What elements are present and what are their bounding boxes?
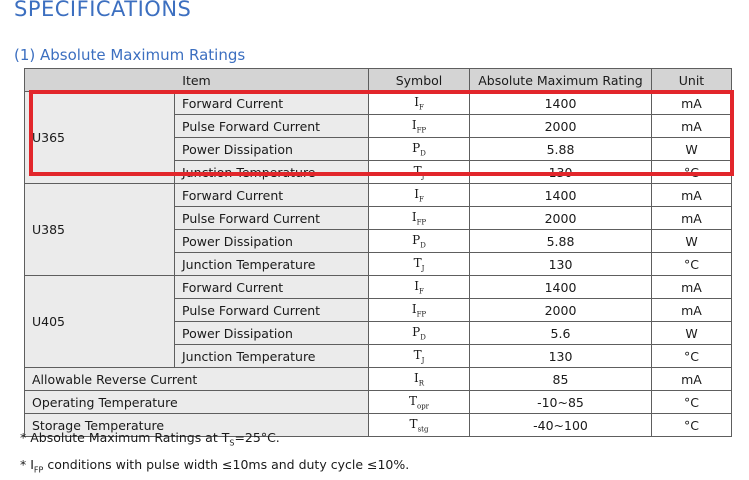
symbol-base: I xyxy=(414,95,419,109)
footnote-1-end: =25°C. xyxy=(234,430,279,445)
unit-cell: mA xyxy=(652,92,732,115)
unit-cell: mA xyxy=(652,299,732,322)
rating-cell: -10~85 xyxy=(470,391,652,414)
footnote-1-sub: S xyxy=(229,439,234,448)
symbol-cell xyxy=(369,92,470,115)
table-row xyxy=(25,391,732,414)
rating-cell: 5.6 xyxy=(470,322,652,345)
symbol-sub: FP xyxy=(417,126,427,134)
page-title: SPECIFICATIONS xyxy=(14,0,191,21)
symbol-cell xyxy=(369,299,470,322)
item-cell: Forward Current xyxy=(175,184,369,207)
item-cell: Operating Temperature xyxy=(25,391,369,414)
table-body xyxy=(25,92,732,437)
unit-cell: °C xyxy=(652,391,732,414)
group-label: U385 xyxy=(25,184,175,276)
rating-cell: 85 xyxy=(470,368,652,391)
symbol-base: T xyxy=(414,256,422,270)
unit-cell: mA xyxy=(652,115,732,138)
symbol-sub: J xyxy=(422,264,425,272)
symbol-cell xyxy=(369,138,470,161)
symbol-base: I xyxy=(412,118,417,132)
symbol-cell xyxy=(369,161,470,184)
symbol-base: T xyxy=(414,164,422,178)
symbol-sub: stg xyxy=(418,425,429,433)
symbol-base: P xyxy=(412,141,420,155)
rating-cell: 2000 xyxy=(470,207,652,230)
unit-cell: W xyxy=(652,138,732,161)
footnote-2-sub: FP xyxy=(34,465,43,474)
unit-cell: mA xyxy=(652,184,732,207)
symbol-cell xyxy=(369,253,470,276)
symbol-base: P xyxy=(412,233,420,247)
unit-cell: °C xyxy=(652,414,732,437)
footnotes xyxy=(20,427,409,480)
ratings-table xyxy=(24,68,732,437)
item-cell: Pulse Forward Current xyxy=(175,115,369,138)
item-cell: Forward Current xyxy=(175,92,369,115)
unit-cell: mA xyxy=(652,207,732,230)
header-item: Item xyxy=(25,69,369,92)
group-label: U405 xyxy=(25,276,175,368)
symbol-sub: F xyxy=(419,287,424,295)
symbol-base: I xyxy=(414,371,419,385)
footnote-2 xyxy=(20,454,409,480)
item-cell: Power Dissipation xyxy=(175,322,369,345)
unit-cell: mA xyxy=(652,368,732,391)
symbol-cell xyxy=(369,184,470,207)
symbol-base: P xyxy=(412,325,420,339)
footnote-1 xyxy=(20,427,409,454)
table-header-row xyxy=(25,69,732,92)
footnote-2-text: * I xyxy=(20,457,34,472)
symbol-sub: D xyxy=(420,333,426,341)
item-cell: Junction Temperature xyxy=(175,345,369,368)
rating-cell: 5.88 xyxy=(470,138,652,161)
symbol-base: I xyxy=(414,187,419,201)
rating-cell: -40~100 xyxy=(470,414,652,437)
header-rating: Absolute Maximum Rating xyxy=(470,69,652,92)
symbol-sub: FP xyxy=(417,218,427,226)
item-cell: Power Dissipation xyxy=(175,138,369,161)
rating-cell: 130 xyxy=(470,253,652,276)
rating-cell: 130 xyxy=(470,345,652,368)
symbol-base: I xyxy=(412,302,417,316)
symbol-sub: R xyxy=(419,379,424,387)
symbol-base: T xyxy=(410,417,418,431)
symbol-sub: D xyxy=(420,149,426,157)
symbol-base: I xyxy=(412,210,417,224)
symbol-sub: J xyxy=(422,172,425,180)
symbol-sub: F xyxy=(419,103,424,111)
unit-cell: W xyxy=(652,230,732,253)
symbol-cell xyxy=(369,230,470,253)
table-row xyxy=(25,92,732,115)
rating-cell: 5.88 xyxy=(470,230,652,253)
symbol-cell xyxy=(369,368,470,391)
symbol-sub: FP xyxy=(417,310,427,318)
symbol-base: I xyxy=(414,279,419,293)
symbol-cell xyxy=(369,322,470,345)
item-cell: Pulse Forward Current xyxy=(175,299,369,322)
rating-cell: 1400 xyxy=(470,184,652,207)
item-cell: Junction Temperature xyxy=(175,161,369,184)
rating-cell: 1400 xyxy=(470,276,652,299)
table-row xyxy=(25,276,732,299)
symbol-sub: opr xyxy=(417,402,429,410)
footnote-1-text: * Absolute Maximum Ratings at T xyxy=(20,430,229,445)
section-title: (1) Absolute Maximum Ratings xyxy=(14,46,245,64)
item-cell: Storage Temperature xyxy=(25,414,369,437)
symbol-cell xyxy=(369,276,470,299)
rating-cell: 2000 xyxy=(470,299,652,322)
unit-cell: °C xyxy=(652,345,732,368)
item-cell: Power Dissipation xyxy=(175,230,369,253)
symbol-sub: F xyxy=(419,195,424,203)
symbol-base: T xyxy=(409,394,417,408)
rating-cell: 130 xyxy=(470,161,652,184)
symbol-base: T xyxy=(414,348,422,362)
header-symbol: Symbol xyxy=(369,69,470,92)
unit-cell: °C xyxy=(652,161,732,184)
item-cell: Junction Temperature xyxy=(175,253,369,276)
symbol-sub: J xyxy=(422,356,425,364)
header-unit: Unit xyxy=(652,69,732,92)
symbol-cell xyxy=(369,207,470,230)
unit-cell: °C xyxy=(652,253,732,276)
item-cell: Allowable Reverse Current xyxy=(25,368,369,391)
symbol-sub: D xyxy=(420,241,426,249)
table-row xyxy=(25,368,732,391)
rating-cell: 1400 xyxy=(470,92,652,115)
group-label: U365 xyxy=(25,92,175,184)
unit-cell: mA xyxy=(652,276,732,299)
symbol-cell xyxy=(369,391,470,414)
unit-cell: W xyxy=(652,322,732,345)
rating-cell: 2000 xyxy=(470,115,652,138)
symbol-cell xyxy=(369,345,470,368)
item-cell: Pulse Forward Current xyxy=(175,207,369,230)
symbol-cell xyxy=(369,115,470,138)
item-cell: Forward Current xyxy=(175,276,369,299)
table-row xyxy=(25,184,732,207)
footnote-2-end: conditions with pulse width ≤10ms and duty cycle ≤10%. xyxy=(43,457,409,472)
